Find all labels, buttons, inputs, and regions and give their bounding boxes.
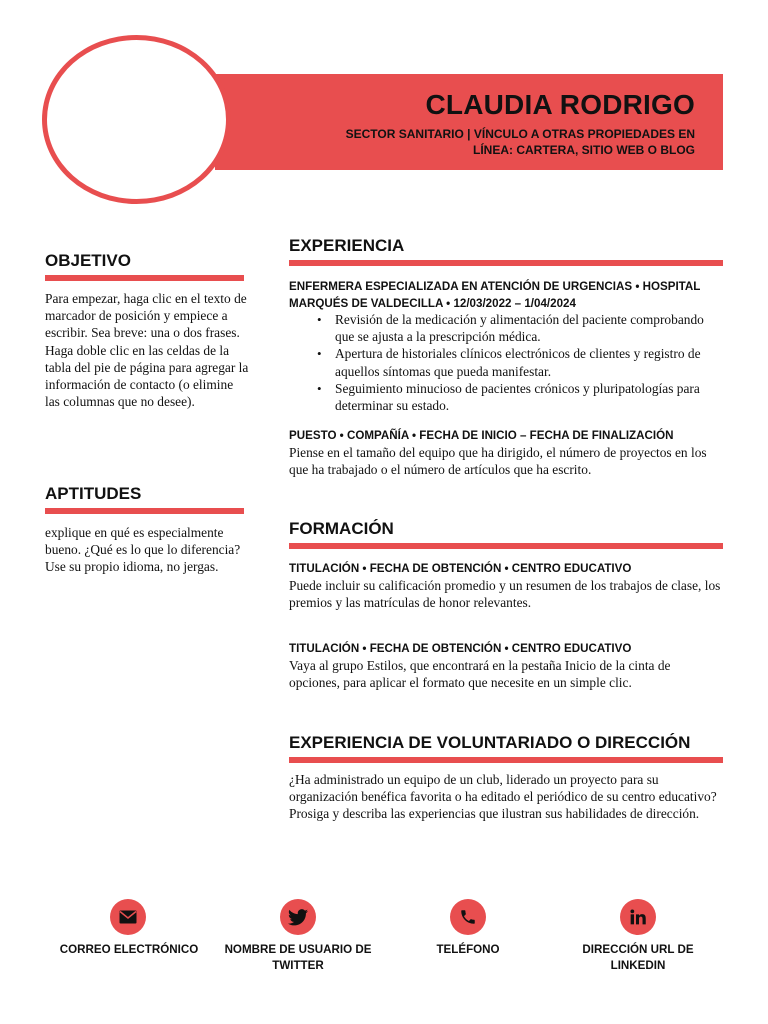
formacion-item-text: Vaya al grupo Estilos, que encontrará en la pestaña Inicio de la cinta de opciones, para aplicar el formato que necesite en un simple clic. [289, 658, 671, 691]
aptitudes-text: explique en qué es especialmente bueno. ¿Qué es lo que lo diferencia? Use su propio idioma, no jergas. [45, 525, 241, 575]
formacion-item-title: TITULACIÓN • FECHA DE OBTENCIÓN • CENTRO EDUCATIVO [289, 562, 632, 575]
photo-placeholder[interactable] [42, 35, 231, 204]
linkedin-icon[interactable] [620, 899, 656, 935]
objetivo-rule [45, 275, 244, 281]
objetivo-heading: OBJETIVO [45, 251, 131, 270]
phone-icon[interactable] [450, 899, 486, 935]
experiencia-heading: EXPERIENCIA [289, 236, 405, 255]
formacion-item-text: Puede incluir su calificación promedio y un resumen de los trabajos de clase, los premios y las matrículas de honor relevantes. [289, 578, 721, 611]
job1-bullets [313, 311, 723, 414]
voluntariado-rule [289, 757, 723, 763]
list-item: • Seguimiento minucioso de pacientes crónicos y pluripatologías para determinar su estado. [313, 380, 723, 414]
voluntariado-text: ¿Ha administrado un equipo de un club, liderado un proyecto para su organización benéfica favorita o ha editado el periódico de su centro educativo? Prosiga y describa las experiencias que ilustran sus habilidades de dirección. [289, 772, 717, 822]
envelope-icon[interactable] [110, 899, 146, 935]
formacion-heading: FORMACIÓN [289, 519, 394, 538]
list-item: • Revisión de la medicación y alimentación del paciente comprobando que se ajusta a la prescripción médica. [313, 311, 723, 345]
contact-label-phone: TELÉFONO [436, 943, 500, 956]
voluntariado-heading: EXPERIENCIA DE VOLUNTARIADO O DIRECCIÓN [289, 733, 691, 752]
formacion-item-title: TITULACIÓN • FECHA DE OBTENCIÓN • CENTRO EDUCATIVO [289, 642, 632, 655]
twitter-icon[interactable] [280, 899, 316, 935]
formacion-rule [289, 543, 723, 549]
job2-title: PUESTO • COMPAÑÍA • FECHA DE INICIO – FECHA DE FINALIZACIÓN [289, 429, 674, 442]
objetivo-text: Para empezar, haga clic en el texto de marcador de posición y empiece a escribir. Sea breve: una o dos frases. Haga doble clic en las celdas de la tabla del pie de página para agregar la información de contacto (o elimine las columnas que no desee). [45, 291, 249, 410]
job2-text: Piense en el tamaño del equipo que ha dirigido, el número de proyectos en los que ha trabajado o el número de artículos que ha escrito. [289, 445, 707, 478]
aptitudes-heading: APTITUDES [45, 484, 142, 503]
contact-label-email: CORREO ELECTRÓNICO [59, 943, 199, 956]
experiencia-rule [289, 260, 723, 266]
resume-tagline: SECTOR SANITARIO | VÍNCULO A OTRAS PROPIEDADES EN LÍNEA: CARTERA, SITIO WEB O BLOG [345, 127, 695, 157]
contact-label-linkedin: DIRECCIÓN URL DE LINKEDIN [582, 943, 694, 972]
resume-name: CLAUDIA RODRIGO [425, 89, 695, 120]
list-item: • Apertura de historiales clínicos electrónicos de clientes y registro de aquellos síntomas que pueda manifestar. [313, 345, 723, 379]
aptitudes-rule [45, 508, 244, 514]
contact-label-twitter: NOMBRE DE USUARIO DE TWITTER [224, 943, 372, 972]
header-banner [215, 74, 723, 170]
job1-title: ENFERMERA ESPECIALIZADA EN ATENCIÓN DE URGENCIAS • HOSPITAL MARQUÉS DE VALDECILLA • 12/03/2022 – 1/04/2024 [289, 280, 701, 310]
